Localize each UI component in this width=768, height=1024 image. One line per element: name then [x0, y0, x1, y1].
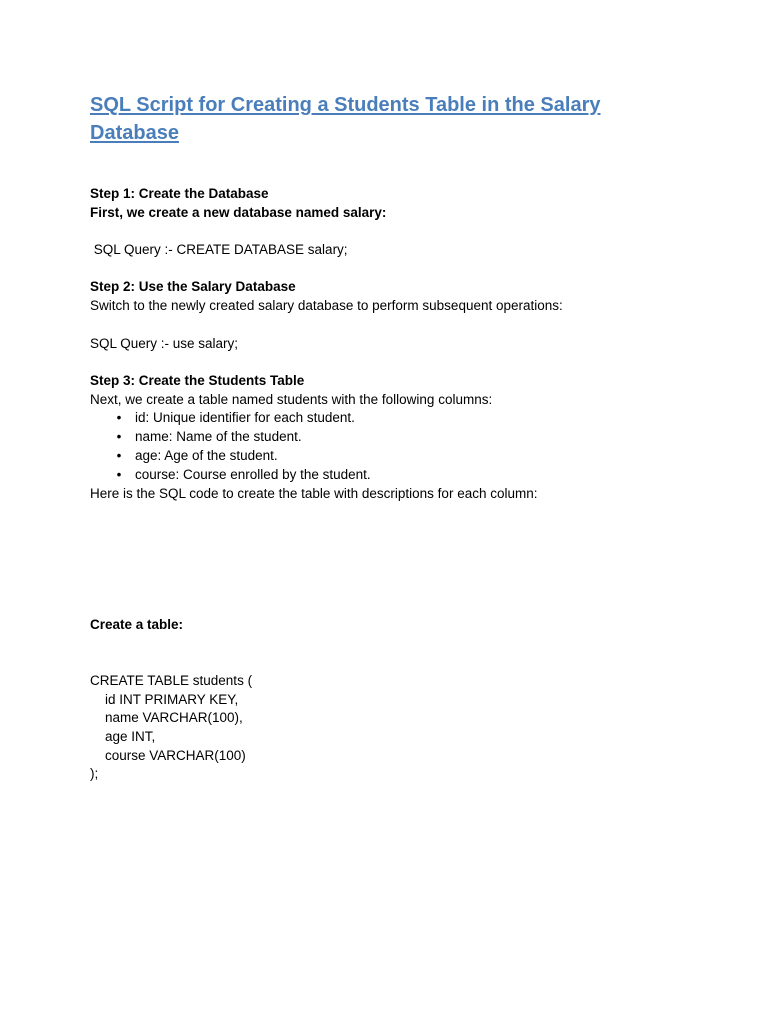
step2-text: Switch to the newly created salary database to perform subsequent operations: — [90, 298, 563, 313]
list-item — [90, 409, 371, 428]
sql-code-block — [90, 672, 252, 784]
bullet-icon: • — [116, 429, 122, 444]
code-line: course VARCHAR(100) — [90, 747, 246, 763]
step2-query: SQL Query :- use salary; — [90, 336, 239, 351]
list-item-text: id: Unique identifier for each student. — [135, 410, 355, 425]
step3-outro: Here is the SQL code to create the table with descriptions for each column: — [90, 486, 538, 501]
column-list — [90, 409, 371, 485]
step1-subheading: First, we create a new database named salary: — [90, 205, 387, 220]
document-title: SQL Script for Creating a Students Table in the Salary Database — [90, 94, 601, 144]
code-line: CREATE TABLE students ( — [90, 673, 253, 688]
step3-intro: Next, we create a table named students with the following columns: — [90, 392, 493, 407]
list-item-text: course: Course enrolled by the student. — [135, 467, 371, 482]
bullet-icon: • — [116, 448, 122, 463]
create-table-label: Create a table: — [90, 617, 184, 632]
code-line: ); — [90, 766, 99, 782]
list-item-text: name: Name of the student. — [135, 429, 302, 444]
list-item — [90, 447, 371, 466]
code-line: age INT, — [90, 729, 156, 745]
step2-heading: Step 2: Use the Salary Database — [90, 279, 296, 294]
code-line: name VARCHAR(100), — [90, 710, 243, 726]
list-item-text: age: Age of the student. — [135, 448, 278, 463]
code-line: id INT PRIMARY KEY, — [90, 691, 239, 707]
list-item — [90, 466, 371, 485]
bullet-icon: • — [116, 467, 122, 482]
list-item — [90, 428, 371, 447]
step3-heading: Step 3: Create the Students Table — [90, 373, 305, 388]
bullet-icon: • — [116, 410, 122, 425]
step1-heading: Step 1: Create the Database — [90, 186, 269, 201]
step1-query: SQL Query :- CREATE DATABASE salary; — [90, 242, 348, 257]
